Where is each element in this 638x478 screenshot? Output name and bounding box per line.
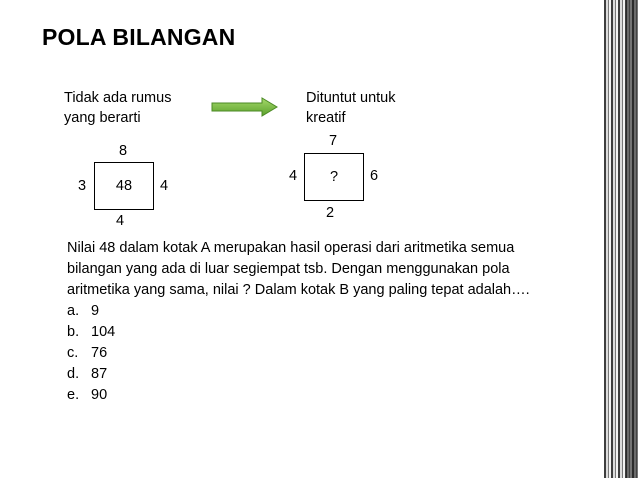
- option-c[interactable]: [67, 343, 115, 364]
- box-a-right-number: 4: [160, 178, 169, 194]
- box-b-right-number: 6: [370, 168, 379, 184]
- option-c-label: c.: [67, 345, 79, 361]
- box-b: [304, 153, 364, 201]
- option-a[interactable]: [67, 301, 115, 322]
- right-arrow-icon: [210, 96, 280, 118]
- box-a-value: 48: [115, 178, 133, 194]
- page-title: POLA BILANGAN: [42, 24, 236, 50]
- option-c-value: 76: [91, 345, 108, 361]
- right-note-line-2: kreatif: [306, 110, 346, 126]
- box-b-value: ?: [329, 169, 339, 185]
- box-b-top-number: 7: [329, 133, 338, 149]
- option-e[interactable]: [67, 385, 115, 406]
- box-b-left-number: 4: [289, 168, 298, 184]
- box-a: [94, 162, 154, 210]
- left-note: [64, 88, 171, 128]
- option-d-label: d.: [67, 366, 80, 382]
- right-note-line-1: Dituntut untuk: [306, 90, 396, 106]
- option-d[interactable]: [67, 364, 115, 385]
- option-b-label: b.: [67, 324, 80, 340]
- decorative-edge-shadow: [626, 0, 638, 478]
- options-list: [67, 301, 115, 406]
- left-note-line-2: yang berarti: [64, 110, 141, 126]
- option-a-value: 9: [91, 303, 100, 319]
- question-text: Nilai 48 dalam kotak A merupakan hasil operasi dari aritmetika semua bilangan yang ada di luar segiempat tsb. Dengan menggunakan pola aritmetika yang sama, nilai ? Dalam kotak B yang paling tepat adalah….: [67, 240, 530, 298]
- option-a-label: a.: [67, 303, 80, 319]
- box-b-bottom-number: 2: [326, 205, 335, 221]
- left-note-line-1: Tidak ada rumus: [64, 90, 172, 106]
- option-e-label: e.: [67, 387, 80, 403]
- box-a-left-number: 3: [78, 178, 87, 194]
- right-note: [306, 88, 395, 128]
- option-e-value: 90: [91, 387, 108, 403]
- option-b-value: 104: [91, 324, 116, 340]
- box-a-top-number: 8: [119, 143, 128, 159]
- box-a-bottom-number: 4: [116, 213, 125, 229]
- option-b[interactable]: [67, 322, 115, 343]
- option-d-value: 87: [91, 366, 108, 382]
